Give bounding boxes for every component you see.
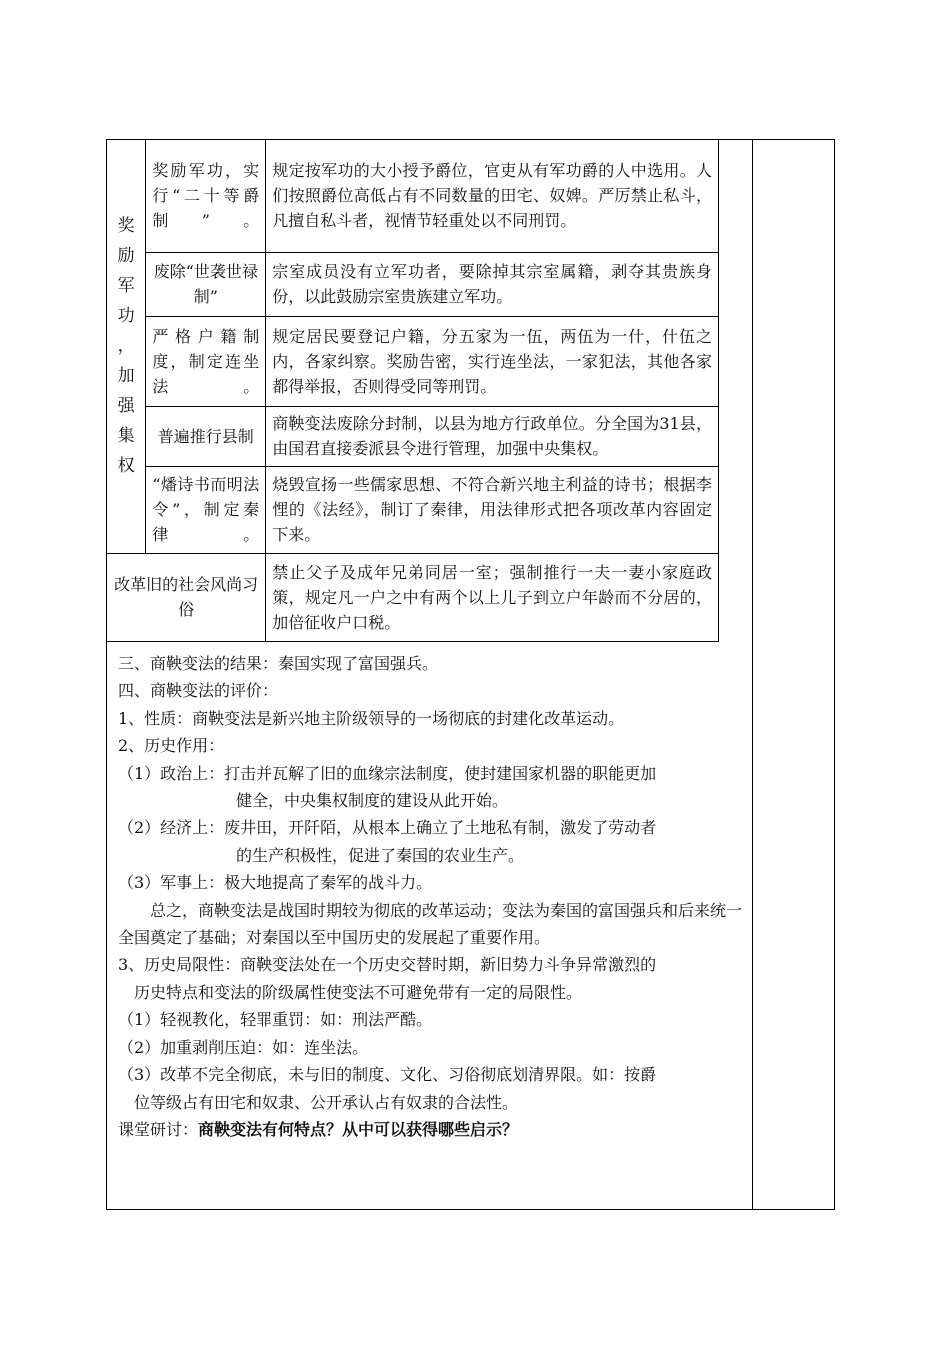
body-line: （1）轻视教化，轻罪重罚：如：刑法严酷。: [118, 1010, 433, 1030]
body-line: 2、历史作用：: [118, 736, 225, 756]
measure-item: 普遍推行县制: [146, 406, 266, 466]
group-label-char: ，: [117, 336, 135, 357]
measure-desc: 规定按军功的大小授予爵位，官吏从有军功爵的人中选用。人们按照爵位高低占有不同数量的田宅、奴婢。严厉禁止私斗，凡擅自私斗者，视情节轻重处以不同刑罚。: [266, 140, 719, 252]
table-row: [107, 252, 719, 316]
reform-measures-table: [107, 140, 719, 642]
measure-item: 改革旧的社会风尚习俗: [107, 553, 266, 641]
body-line: （3）改革不完全彻底，未与旧的制度、文化、习俗彻底划清界限。如：按爵: [118, 1065, 657, 1085]
group-label-char: 加: [117, 366, 135, 387]
summary-paragraph: 总之，商鞅变法是战国时期较为彻底的改革运动；变法为秦国的富国强兵和后来统一全国奠定了基础；对秦国以至中国历史的发展起了重要作用。: [118, 900, 743, 948]
body-line: 3、历史局限性：商鞅变法处在一个历史交替时期，新旧势力斗争异常激烈的: [118, 955, 657, 975]
lesson-table-frame: [106, 139, 835, 1210]
measure-item: “燔诗书而明法令”，制定秦律。: [146, 466, 266, 553]
measure-desc: 烧毁宣扬一些儒家思想、不符合新兴地主利益的诗书；根据李悝的《法经》，制订了秦律，用法律形式把各项改革内容固定下来。: [266, 466, 719, 553]
discussion-label: 课堂研讨：: [118, 1119, 199, 1139]
measure-desc: 规定居民要登记户籍，分五家为一伍，两伍为一什，什伍之内，各家纠察。奖励告密，实行连坐法，一家犯法，其他各家都得举报，否则得受同等刑罚。: [266, 316, 719, 406]
measure-desc: 商鞅变法废除分封制，以县为地方行政单位。分全国为31县，由国君直接委派县令进行管理，加强中央集权。: [266, 406, 719, 466]
group-label-char: 奖: [117, 216, 135, 237]
discussion-question: 商鞅变法有何特点？从中可以获得哪些启示？: [198, 1119, 519, 1139]
right-column-divider: [752, 140, 753, 1209]
body-line: （2）加重剥削压迫：如：连坐法。: [118, 1037, 369, 1057]
measure-item: 奖励军功，实行“二十等爵制”。: [146, 140, 266, 252]
table-row: [107, 140, 719, 252]
table-row: [107, 316, 719, 406]
body-line: 四、商鞅变法的评价：: [118, 681, 279, 701]
table-row: [107, 406, 719, 466]
group-label-char: 强: [117, 396, 135, 417]
measure-desc: 禁止父子及成年兄弟同居一室；强制推行一夫一妻小家庭政策，规定凡一户之中有两个以上儿子到立户年龄而不分居的，加倍征收户口税。: [266, 553, 719, 641]
group-label-char: 权: [117, 456, 135, 477]
group-label-char: 军: [117, 276, 135, 297]
discussion-line: [118, 1116, 746, 1143]
measure-item: 废除“世袭世禄制”: [146, 252, 266, 316]
table-row: [107, 466, 719, 553]
body-line: （1）政治上：打击并瓦解了旧的血缘宗法制度，使封建国家机器的职能更加: [118, 763, 657, 783]
body-line: 三、商鞅变法的结果：秦国实现了富国强兵。: [118, 654, 439, 673]
lesson-body: [118, 650, 746, 1143]
body-line: 的生产积极性，促进了秦国的农业生产。: [236, 845, 525, 865]
group-label-char: 功: [117, 306, 135, 327]
group-label-char: 集: [117, 426, 135, 447]
body-line: （3）军事上：极大地提高了秦军的战斗力。: [118, 873, 433, 893]
group-label-cell: [107, 140, 146, 553]
measure-desc: 宗室成员没有立军功者，要除掉其宗室属籍，剥夺其贵族身份，以此鼓励宗室贵族建立军功。: [266, 252, 719, 316]
group-label-char: 励: [117, 246, 135, 267]
body-line: 位等级占有田宅和奴隶、公开承认占有奴隶的合法性。: [134, 1092, 519, 1112]
body-line: 健全，中央集权制度的建设从此开始。: [236, 791, 509, 811]
group-label: [111, 211, 141, 481]
body-line: 历史特点和变法的阶级属性使变法不可避免带有一定的局限性。: [134, 982, 583, 1002]
measure-item: 严格户籍制度，制定连坐法。: [146, 316, 266, 406]
table-row: [107, 553, 719, 641]
body-line: 1、性质：商鞅变法是新兴地主阶级领导的一场彻底的封建化改革运动。: [118, 708, 625, 728]
body-line: （2）经济上：废井田，开阡陌，从根本上确立了土地私有制，激发了劳动者: [118, 818, 657, 838]
